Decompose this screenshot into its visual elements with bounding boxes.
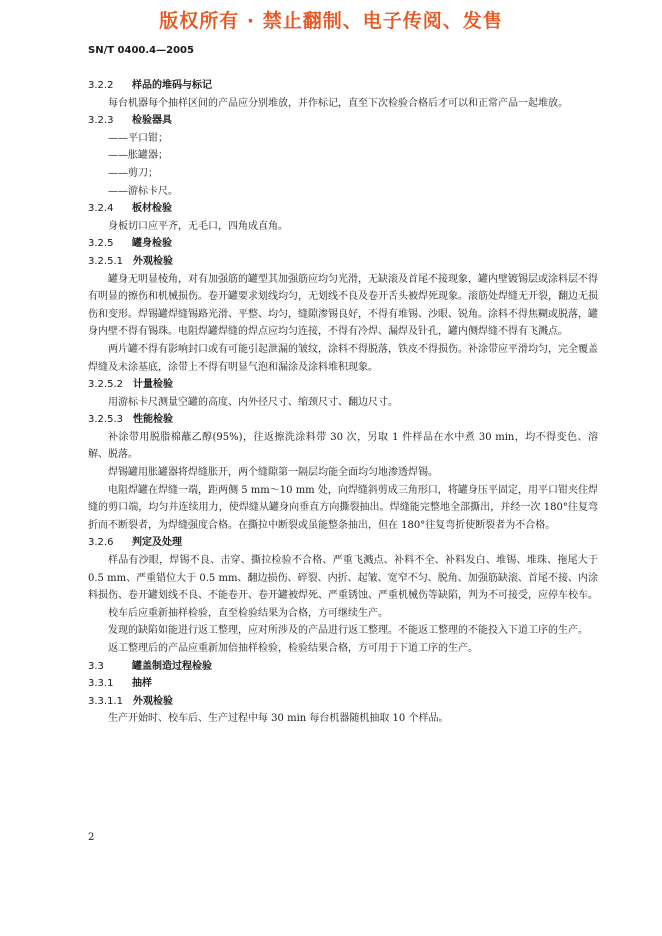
section-number: 3.2.5 bbox=[88, 238, 114, 250]
paragraph: 两片罐不得有影响封口或有可能引起泄漏的皱纹，涂料不得脱落，铁皮不得损伤。补涂带应平滑均匀，完全覆盖焊缝及未涂基底，涂带上不得有明显气泡和漏涂及涂料堆积现象。 bbox=[88, 343, 598, 373]
section-title: 外观检验 bbox=[133, 695, 173, 707]
section-heading bbox=[88, 534, 598, 552]
standard-code: SN/T 0400.4—2005 bbox=[88, 45, 194, 56]
section-number: 3.2.5.1 bbox=[88, 255, 123, 267]
copyright-watermark: 版权所有 · 禁止翻制、电子传阅、发售 bbox=[159, 10, 503, 32]
paragraph: 返工整理后的产品应重新加倍抽样检验，检验结果合格，方可用于下道工序的生产。 bbox=[108, 643, 478, 654]
section-number: 3.3.1.1 bbox=[88, 695, 123, 707]
paragraph: 电阻焊罐在焊缝一端，距两侧 5 mm～10 mm 处，向焊缝斜剪成三角形口，将罐身压平固定，用平口钳夹住焊缝的剪口端，均匀并连续用力，使焊缝从罐身向垂直方向撕裂抽出。焊缝能完整地全部撕出，并经一次 180°往复弯折而不断裂者，为焊缝强度合格。在撕拉中断裂或虽能整条抽出，但在 180°往复弯折使断裂者为不合格。 bbox=[88, 484, 598, 531]
section-heading bbox=[88, 411, 598, 429]
paragraph: 样品有沙眼，焊锡不良、击穿、撕拉检验不合格、严重飞溅点、补料不全、补料发白、堆锡、堆珠、拖尾大于 0.5 mm、严重错位大于 0.5 mm、翻边损伤、碎裂、内折、起皱、宽窄不匀、脱角、加强筋缺滚、首尾不接、内涂料损伤、卷开罐划线不良、不能卷开、卷开罐被焊死、严重锈蚀、严重机械伤等缺陷，判为不可接受，应停车校车。 bbox=[88, 555, 598, 602]
paragraph: 罐身无明显棱角，对有加强筋的罐型其加强筋应均匀光滑，无缺滚及首尾不接现象，罐内壁镀锡层或涂料层不得有明显的擦伤和机械损伤。卷开罐要求划线均匀，无划线不良及卷开舌头被焊死现象。滚筋处焊缝无开裂，翻边无损伤和变形。焊锡罐焊缝锡路光滑、平整、均匀，缝隙渗锡良好，不得有堆锡、沙眼、锐角。涂料不得焦糊或脱落，罐身内壁不得有锡珠。电阻焊罐焊缝的焊点应均匀连接，不得有冷焊、漏焊及针孔，罐内侧焊缝不得有飞溅点。 bbox=[88, 273, 598, 338]
paragraph: 每台机器每个抽样区间的产品应分别堆放，并作标记，直至下次检验合格后才可以和正常产品一起堆放。 bbox=[108, 97, 568, 109]
section-title: 外观检验 bbox=[133, 255, 173, 267]
section-number: 3.2.5.3 bbox=[88, 414, 123, 426]
section-title: 计量检验 bbox=[133, 379, 173, 391]
section-title: 样品的堆码与标记 bbox=[132, 80, 212, 91]
paragraph: 身板切口应平齐，无毛口，四角成直角。 bbox=[108, 220, 288, 232]
paragraph: 发现的缺陷如能进行返工整理，应对所涉及的产品进行返工整理。不能返工整理的不能投入下道工序的生产。 bbox=[108, 625, 588, 637]
section-title: 罐身检验 bbox=[132, 238, 172, 250]
paragraph: 校车后应重新抽样检验，直至检验结果为合格，方可继续生产。 bbox=[108, 607, 388, 619]
section-number: 3.3.1 bbox=[88, 678, 114, 690]
list-item: ——剪刀； bbox=[108, 167, 158, 179]
section-title: 板材检验 bbox=[132, 203, 172, 215]
section-heading bbox=[88, 675, 598, 693]
paragraph: 补涂带用脱脂棉蘸乙醇(95%)，往返擦洗涂料带 30 次，另取 1 件样品在水中煮 30 min，均不得变色、溶解、脱落。 bbox=[88, 431, 598, 461]
section-number: 3.2.6 bbox=[88, 537, 114, 549]
section-number: 3.2.4 bbox=[88, 203, 114, 215]
section-title: 判定及处理 bbox=[132, 537, 182, 549]
paragraph: 焊锡罐用胀罐器将焊缝胀开，两个缝隙第一隔层均能全面均匀地渗透焊锡。 bbox=[108, 467, 438, 479]
section-heading bbox=[88, 77, 598, 95]
list-item: ——平口钳； bbox=[108, 132, 168, 144]
page-number: 2 bbox=[88, 832, 95, 843]
section-heading bbox=[88, 693, 598, 711]
section-title: 抽样 bbox=[132, 678, 152, 690]
section-number: 3.2.3 bbox=[88, 115, 114, 127]
list-item: ——胀罐器； bbox=[108, 150, 168, 162]
section-heading bbox=[88, 658, 598, 676]
section-number: 3.2.5.2 bbox=[88, 379, 123, 391]
paragraph: 生产开始时、校车后、生产过程中每 30 min 每台机器随机抽取 10 个样品。 bbox=[108, 713, 449, 725]
section-heading bbox=[88, 200, 598, 218]
section-heading bbox=[88, 235, 598, 253]
section-heading bbox=[88, 253, 598, 271]
section-number: 3.2.2 bbox=[88, 80, 114, 91]
section-title: 性能检验 bbox=[133, 414, 173, 426]
section-number: 3.3 bbox=[88, 660, 104, 672]
paragraph: 用游标卡尺测量空罐的高度、内外径尺寸、缩颈尺寸、翻边尺寸。 bbox=[108, 396, 398, 408]
section-title: 检验器具 bbox=[132, 115, 172, 127]
section-heading bbox=[88, 112, 598, 130]
list-item: ——游标卡尺。 bbox=[108, 185, 178, 197]
section-heading bbox=[88, 376, 598, 394]
document-body bbox=[88, 77, 598, 728]
section-title: 罐盖制造过程检验 bbox=[132, 660, 212, 672]
